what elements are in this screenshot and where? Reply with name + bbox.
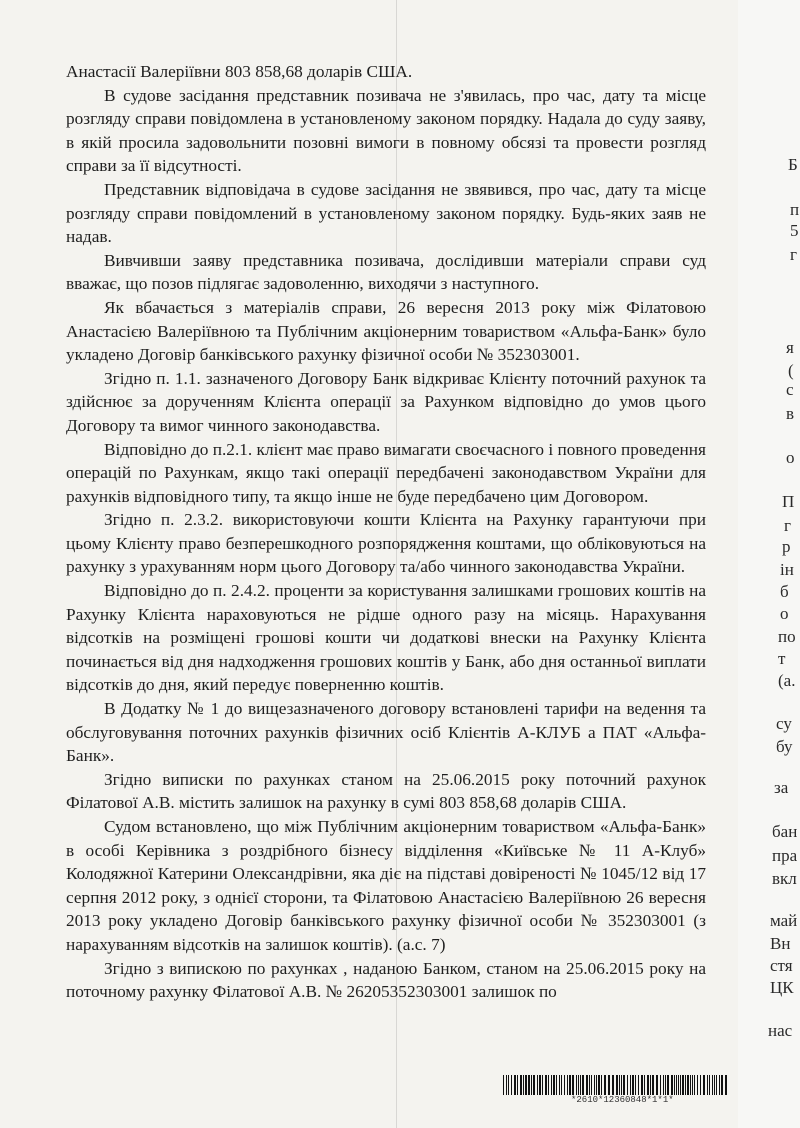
barcode-bar: [561, 1075, 562, 1095]
barcode-bar: [553, 1075, 555, 1095]
barcode-bar: [616, 1075, 618, 1095]
barcode-bar: [511, 1075, 512, 1095]
adjacent-page-fragment: я: [786, 338, 794, 357]
barcode-bar: [545, 1075, 547, 1095]
adjacent-page-fragment: п: [790, 200, 800, 219]
adjacent-page-edge: [738, 0, 800, 1128]
adjacent-page-fragment: по: [778, 627, 796, 646]
paragraph: Згідно з випискою по рахунках , наданою Банком, станом на 25.06.2015 року на поточному рахунку Філатової А.В. № 26205352303001 залишок по: [66, 958, 706, 1002]
barcode-bar: [627, 1075, 628, 1095]
barcode-bar: [721, 1075, 723, 1095]
adjacent-page-fragment: о: [780, 604, 789, 623]
adjacent-page-fragment: вкл: [772, 869, 797, 888]
paragraph: Анастасії Валеріївни 803 858,68 доларів США.: [66, 62, 413, 81]
barcode-bar: [638, 1075, 639, 1095]
barcode-bar: [608, 1075, 610, 1095]
adjacent-page-fragment: май: [770, 911, 798, 930]
adjacent-page-fragment: су: [776, 714, 792, 733]
barcode-bar: [678, 1075, 679, 1095]
barcode-bar: [528, 1075, 530, 1095]
barcode-bar: [556, 1075, 557, 1095]
paragraph: Судом встановлено, що між Публічним акціонерним товариством «Альфа-Банк» в особі Керівника з роздрібного бізнесу відділення «Київське № 11 А-Клуб» Колодяжної Катерини Олександрівни, яка діє на підставі довіреності № 1045/12 від 17 серпня 2012 року, з однієї сторони, та Філатовою Анастасією Валеріївною 26 вересня 2013 року укладено Договір банківського рахунку фізичної особи № 352303001 (з нарахуванням відсотків на залишок коштів). (а.с. 7): [66, 817, 706, 954]
barcode-bar: [719, 1075, 720, 1095]
paragraph: В Додатку № 1 до вищезазначеного договору встановлені тарифи на ведення та обслуговування поточних рахунків фізичних осіб Клієнтів А-КЛУБ а ПАТ «Альфа-Банк».: [66, 699, 706, 766]
adjacent-page-fragment: ЦК: [770, 978, 794, 997]
barcode-bar: [676, 1075, 677, 1095]
paragraph: В судове засідання представник позивача не з'явилась, про час, дату та місце розгляду справи повідомлена в установленому законом порядку. Надала до суду заяву, в якій просила задовольнити позовні вимоги в повному обсязі та провести розгляд справи за її відсутності.: [66, 85, 706, 176]
barcode-bar: [503, 1075, 504, 1095]
barcode-bar: [716, 1075, 717, 1095]
barcode-bar: [687, 1075, 689, 1095]
barcode-bar: [517, 1075, 518, 1095]
barcode-bar: [539, 1075, 541, 1095]
barcode-bar: [586, 1075, 588, 1095]
barcode-bar: [564, 1075, 565, 1095]
adjacent-page-fragment: в: [786, 404, 795, 423]
barcode-bar: [612, 1075, 614, 1095]
barcode-bar: [619, 1075, 620, 1095]
barcode-bar: [533, 1075, 535, 1095]
barcode-bar: [714, 1075, 715, 1095]
barcode-bar: [621, 1075, 622, 1095]
barcode-bar: [703, 1075, 705, 1095]
adjacent-page-fragment: нас: [768, 1021, 793, 1040]
barcode-bar: [548, 1075, 549, 1095]
adjacent-page-fragment: г: [784, 516, 791, 535]
barcode-bar: [591, 1075, 592, 1095]
adjacent-page-fragment: о: [786, 448, 795, 467]
barcode-bar: [572, 1075, 574, 1095]
barcode-bar: [641, 1075, 643, 1095]
barcode-bar: [623, 1075, 625, 1095]
paragraph: Згідно п. 1.1. зазначеного Договору Банк відкриває Клієнту поточний рахунок та здійснює за дорученням Клієнта операції за Рахунком відповідно до умов цього Договору та вимог чинного законодавства.: [66, 368, 706, 435]
barcode-bar: [635, 1075, 636, 1095]
paragraph: Згідно виписки по рахунках станом на 25.06.2015 року поточний рахунок Філатової А.В. містить залишок на рахунку в сумі 803 858,68 доларів США.: [66, 769, 706, 813]
adjacent-page-fragment: (а.: [778, 671, 796, 690]
barcode-bar: [551, 1075, 552, 1095]
barcode-bar: [712, 1075, 713, 1095]
barcode-bar: [508, 1075, 509, 1095]
adjacent-page-fragment: 5: [790, 221, 799, 240]
barcode-bar: [644, 1075, 645, 1095]
adjacent-page-fragment: стя: [770, 956, 793, 975]
barcode-bars: [503, 1075, 729, 1095]
barcode-bar: [537, 1075, 538, 1095]
barcode-bar: [576, 1075, 577, 1095]
barcode-bar: [725, 1075, 727, 1095]
barcode-bar: [601, 1075, 602, 1095]
adjacent-page-fragment: за: [774, 778, 789, 797]
barcode-bar: [598, 1075, 600, 1095]
barcode-bar: [569, 1075, 571, 1095]
barcode: [503, 1075, 733, 1105]
adjacent-page-fragment: бан: [772, 822, 798, 841]
barcode-bar: [594, 1075, 595, 1095]
barcode-bar: [520, 1075, 522, 1095]
paragraph: Представник відповідача в судове засідання не звявився, про час, дату та місце розгляду справи повідомлений в установленому законом порядку. Будь-яких заяв не надав.: [66, 179, 706, 247]
adjacent-page-fragment: б: [780, 582, 789, 601]
barcode-bar: [700, 1075, 701, 1095]
barcode-bar: [694, 1075, 695, 1095]
barcode-bar: [506, 1075, 507, 1095]
adjacent-page-fragment: П: [782, 492, 795, 511]
barcode-bar: [652, 1075, 654, 1095]
barcode-bar: [690, 1075, 691, 1095]
barcode-bar: [697, 1075, 698, 1095]
barcode-bar: [692, 1075, 693, 1095]
barcode-bar: [542, 1075, 543, 1095]
adjacent-page-fragment: бу: [776, 737, 793, 756]
barcode-caption: *2610*12360848*1*1*: [571, 1095, 674, 1105]
barcode-bar: [604, 1075, 606, 1095]
adjacent-page-fragment: пра: [772, 846, 798, 865]
barcode-bar: [580, 1075, 581, 1095]
adjacent-page-fragment: с: [786, 380, 794, 399]
barcode-bar: [531, 1075, 532, 1095]
barcode-bar: [650, 1075, 651, 1095]
barcode-bar: [656, 1075, 658, 1095]
paragraph: Як вбачається з матеріалів справи, 26 вересня 2013 року між Філатовою Анастасією Валеріївною та Публічним акціонерним товариством «Альфа-Банк» було укладено Договір банківського рахунку фізичної особи № 352303001.: [66, 297, 706, 365]
barcode-bar: [674, 1075, 675, 1095]
barcode-bar: [663, 1075, 664, 1095]
barcode-bar: [632, 1075, 634, 1095]
barcode-bar: [665, 1075, 666, 1095]
barcode-bar: [582, 1075, 584, 1095]
barcode-bar: [596, 1075, 597, 1095]
adjacent-page-fragment: р: [782, 537, 791, 556]
barcode-bar: [514, 1075, 516, 1095]
adjacent-page-fragment: Вн: [770, 934, 791, 953]
barcode-bar: [660, 1075, 661, 1095]
barcode-bar: [559, 1075, 560, 1095]
barcode-bar: [709, 1075, 710, 1095]
paragraph: Відповідно до п. 2.4.2. проценти за користування залишками грошових коштів на Рахунку Клієнта нараховуються не рідше одного разу на місяць. Нарахування відсотків на розміщені грошові кошти чи додаткові внески на Рахунку Клієнта починається від дня надходження грошових коштів у Банк, або дня останньої виплати відсотків до дня, який передує поверненню коштів.: [66, 581, 706, 695]
barcode-bar: [523, 1075, 524, 1095]
barcode-bar: [667, 1075, 669, 1095]
document-body: [66, 60, 706, 1004]
barcode-bar: [682, 1075, 684, 1095]
barcode-bar: [685, 1075, 686, 1095]
barcode-bar: [680, 1075, 681, 1095]
paragraph: Вивчивши заяву представника позивача, дослідивши матеріали справи суд вважає, що позов підлягає задоволенню, виходячи з наступного.: [66, 250, 706, 294]
barcode-bar: [647, 1075, 649, 1095]
paragraph: Згідно п. 2.3.2. використовуючи кошти Клієнта на Рахунку гарантуючи при цьому Клієнту право безперешкодного розпорядження коштами, що обліковуються на рахунку з урахуванням норм цього Договору та/або чинного законодавства України.: [66, 510, 706, 577]
paragraph: Відповідно до п.2.1. клієнт має право вимагати своєчасного і повного проведення операцій по Рахункам, якщо такі операції передбачені законодавством України для рахунків відповідного типу, та якщо інше не буде передбачено цим Договором.: [66, 439, 706, 506]
barcode-bar: [589, 1075, 590, 1095]
adjacent-page-fragment: ін: [780, 560, 794, 579]
barcode-bar: [707, 1075, 708, 1095]
adjacent-page-fragment: Б: [788, 155, 798, 174]
barcode-bar: [630, 1075, 631, 1095]
barcode-bar: [578, 1075, 579, 1095]
adjacent-page-fragment: г: [790, 245, 797, 264]
barcode-bar: [525, 1075, 527, 1095]
barcode-bar: [567, 1075, 568, 1095]
adjacent-page-fragment: (: [788, 361, 794, 380]
adjacent-page-fragment: т: [778, 649, 786, 668]
barcode-bar: [671, 1075, 673, 1095]
